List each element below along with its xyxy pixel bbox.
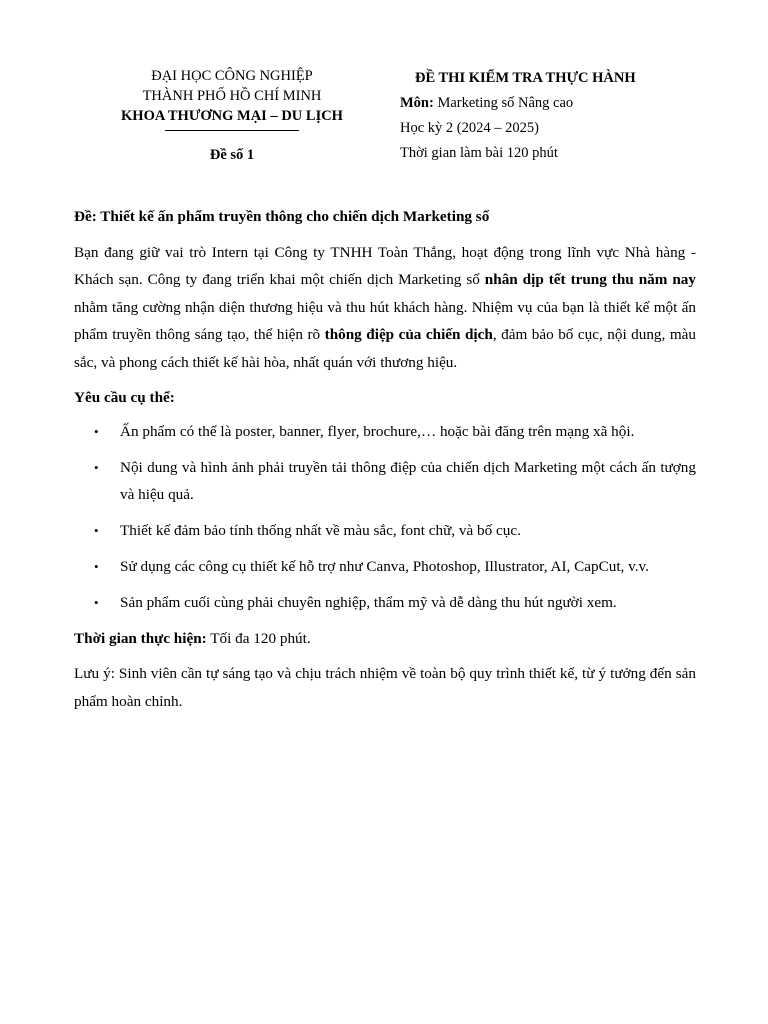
requirements-list — [74, 418, 696, 616]
list-item — [74, 589, 696, 616]
time-label: Thời gian thực hiện: — [74, 629, 207, 647]
requirement-text: Sử dụng các công cụ thiết kế hỗ trợ như Canva, Photoshop, Illustrator, AI, CapCut, v.v. — [120, 557, 649, 575]
question-title: Đề: Thiết kế ấn phẩm truyền thông cho chiến dịch Marketing số — [74, 208, 490, 225]
duration-line: Thời gian làm bài 120 phút — [400, 145, 558, 161]
question-intro — [74, 239, 696, 377]
university-name-line1: ĐẠI HỌC CÔNG NGHIỆP — [151, 68, 313, 84]
intro-text-2: nhằm tăng cường nhận diện thương hiệu và thu hút khách hàng. Nhiệm vụ của bạn là thiết kế một ấn phẩm truyền thông sáng tạo, thể hiện rõ — [74, 298, 696, 343]
subject-label: Môn: — [400, 95, 434, 111]
requirement-text: Ấn phẩm có thể là poster, banner, flyer, brochure,… hoặc bài đăng trên mạng xã hội. — [120, 422, 635, 440]
exam-body — [74, 203, 696, 715]
requirement-text: Nội dung và hình ảnh phải truyền tải thông điệp của chiến dịch Marketing một cách ấn tượng và hiệu quả. — [120, 458, 696, 503]
requirements-title: Yêu cầu cụ thể: — [74, 389, 175, 406]
time-limit — [74, 625, 696, 653]
university-header — [102, 66, 362, 165]
list-item — [74, 553, 696, 580]
intro-text-1: Bạn đang giữ vai trò Intern tại Công ty TNHH Toàn Thắng, hoạt động trong lĩnh vực Nhà hàng - Khách sạn. Công ty đang triển khai một chiến dịch Marketing số — [74, 243, 696, 288]
exam-number: Đề số 1 — [209, 147, 255, 163]
list-item — [74, 454, 696, 508]
header-divider — [165, 130, 299, 131]
intro-bold-1: nhân dịp tết trung thu năm nay — [484, 271, 696, 288]
subject-line — [400, 91, 730, 116]
bullet-icon: • — [94, 459, 99, 475]
intro-bold-2: thông điệp của chiến dịch — [324, 326, 493, 343]
requirement-text: Thiết kế đảm bảo tính thống nhất về màu sắc, font chữ, và bố cục. — [120, 521, 521, 539]
list-item — [74, 418, 696, 445]
bullet-icon: • — [94, 594, 99, 610]
bullet-icon: • — [94, 522, 99, 538]
bullet-icon: • — [94, 558, 99, 574]
bullet-icon: • — [94, 423, 99, 439]
intro-text-3: , đảm bảo bố cục, nội dung, màu sắc, và phong cách thiết kế hài hòa, nhất quán với thương hiệu. — [74, 326, 696, 371]
semester-line: Học kỳ 2 (2024 – 2025) — [400, 120, 539, 136]
faculty-name: KHOA THƯƠNG MẠI – DU LỊCH — [121, 108, 343, 124]
exam-title: ĐỀ THI KIỂM TRA THỰC HÀNH — [415, 70, 636, 86]
exam-info-header — [400, 66, 730, 166]
subject-value: Marketing số Nâng cao — [433, 95, 574, 111]
list-item — [74, 517, 696, 544]
note-text: Lưu ý: Sinh viên cần tự sáng tạo và chịu trách nhiệm về toàn bộ quy trình thiết kế, từ ý tưởng đến sản phẩm hoàn chỉnh. — [74, 665, 696, 710]
time-value: Tối đa 120 phút. — [206, 629, 311, 647]
university-name-line2: THÀNH PHỐ HỒ CHÍ MINH — [142, 88, 322, 104]
requirement-text: Sản phẩm cuối cùng phải chuyên nghiệp, thẩm mỹ và dễ dàng thu hút người xem. — [120, 593, 617, 611]
